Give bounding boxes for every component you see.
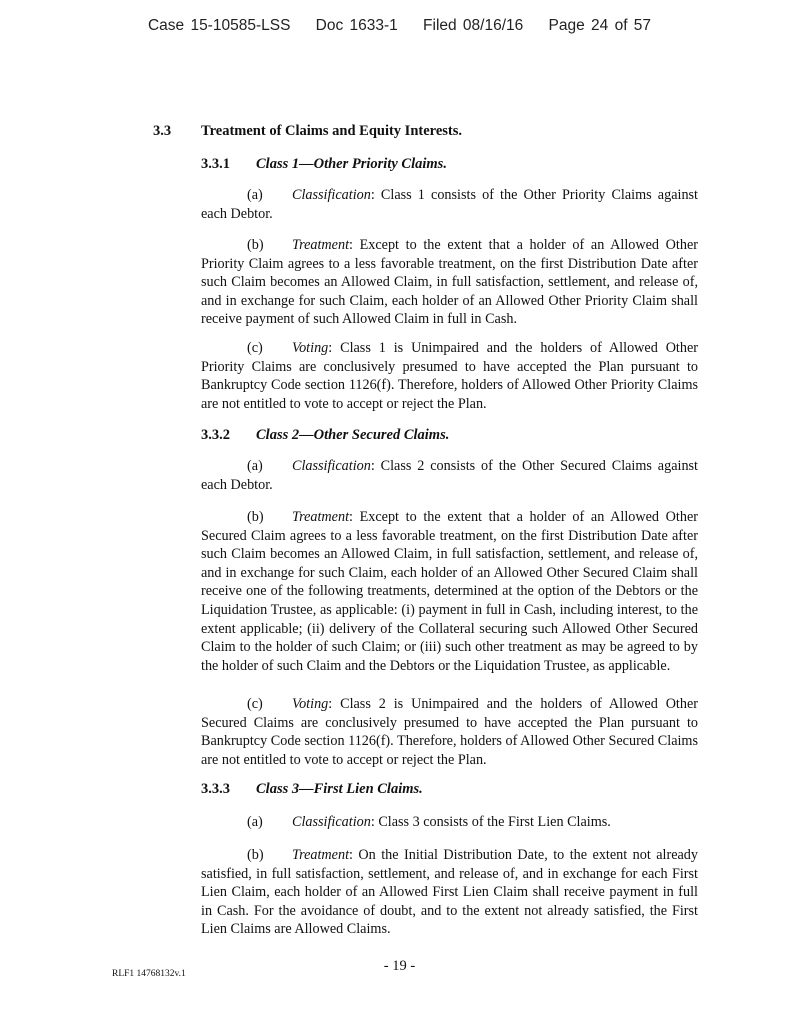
para-label: (c) [247,340,263,356]
para-label: (a) [247,814,263,830]
sub3-para-b [201,846,698,939]
court-filing-header [0,17,799,35]
para-term: Voting [292,340,329,356]
para-text: : Except to the extent that a holder of an Allowed Other Secured Claim agrees to a less favorable treatment, on the first Distribution Date after such Claim becomes an Allowed Claim, in full satisfaction, settlement, and release of, and in exchange for such Claim, each holder of an Allowed Other Secured Claim shall receive one of the following treatments, determined at the option of the Debtors or the Liquidation Trustee, as applicable: (i) payment in full in Cash, including interest, to the extent applicable; (ii) delivery of the Collateral securing such Allowed Other Secured Claim to the holder of such Claim; or (iii) such other treatment as may be agreed to by the holder of such Claim and the Debtors or the Liquidation Trustee, as applicable. [201,509,698,674]
para-term: Treatment [292,237,350,253]
sub2-para-c [201,695,698,769]
para-term: Classification [292,814,371,830]
para-text: : Except to the extent that a holder of an Allowed Other Priority Claim agrees to a less favorable treatment, on the first Distribution Date after such Claim becomes an Allowed Claim, in full satisfaction, settlement, and release of, and in exchange for such Claim, each holder of an Allowed Other Priority Claim shall receive payment of such Allowed Claim in full in Cash. [201,237,698,328]
subsection-2-title: Class 2—Other Secured Claims. [256,427,450,443]
sub1-para-b [201,236,698,329]
case-number: Case 15-10585-LSS [147,17,291,34]
para-label: (c) [247,696,263,712]
section-number: 3.3 [153,123,172,139]
sub2-para-a [201,457,698,494]
para-text: : Class 2 consists of the Other Secured Claims against each Debtor. [201,458,698,493]
subsection-1-number: 3.3.1 [201,156,230,172]
sub2-para-b [201,508,698,675]
subsection-3-title: Class 3—First Lien Claims. [256,781,423,797]
para-term: Classification [292,458,371,474]
section-title: Treatment of Claims and Equity Interests. [201,123,462,139]
page-number: - 19 - [383,958,416,974]
filed-date: Filed 08/16/16 [423,17,524,34]
page-of-total: Page 24 of 57 [548,17,652,34]
para-text: : On the Initial Distribution Date, to the extent not already satisfied, in full satisfaction, settlement, and release of, and in exchange for each First Lien Claim, each holder of an Allowed First Lien Claim shall receive payment in full in Cash. For the avoidance of doubt, and to the extent not already satisfied, the First Lien Claims are Allowed Claims. [201,847,698,938]
para-text: : Class 3 consists of the First Lien Claims. [370,814,611,830]
para-label: (b) [247,847,264,863]
para-label: (b) [247,509,264,525]
subsection-1-title: Class 1—Other Priority Claims. [256,156,447,172]
sub1-para-a [201,186,698,223]
para-text: : Class 1 is Unimpaired and the holders of Allowed Other Priority Claims are conclusively presumed to have accepted the Plan pursuant to Bankruptcy Code section 1126(f). Therefore, holders of Allowed Other Priority Claims are not entitled to vote to accept or reject the Plan. [201,340,698,412]
doc-number: Doc 1633-1 [315,17,398,34]
para-text: : Class 2 is Unimpaired and the holders of Allowed Other Secured Claims are conclusively presumed to have accepted the Plan pursuant to Bankruptcy Code section 1126(f). Therefore, holders of Allowed Other Secured Claims are not entitled to vote to accept or reject the Plan. [201,696,698,768]
document-id: RLF1 14768132v.1 [112,969,186,979]
para-text: : Class 1 consists of the Other Priority Claims against each Debtor. [201,187,698,222]
para-term: Treatment [292,847,350,863]
subsection-3-number: 3.3.3 [201,781,230,797]
para-term: Treatment [292,509,350,525]
para-label: (a) [247,458,263,474]
subsection-2-number: 3.3.2 [201,427,230,443]
para-label: (b) [247,237,264,253]
sub3-para-a [201,813,698,832]
para-term: Voting [292,696,329,712]
sub1-para-c [201,339,698,413]
para-term: Classification [292,187,371,203]
para-label: (a) [247,187,263,203]
